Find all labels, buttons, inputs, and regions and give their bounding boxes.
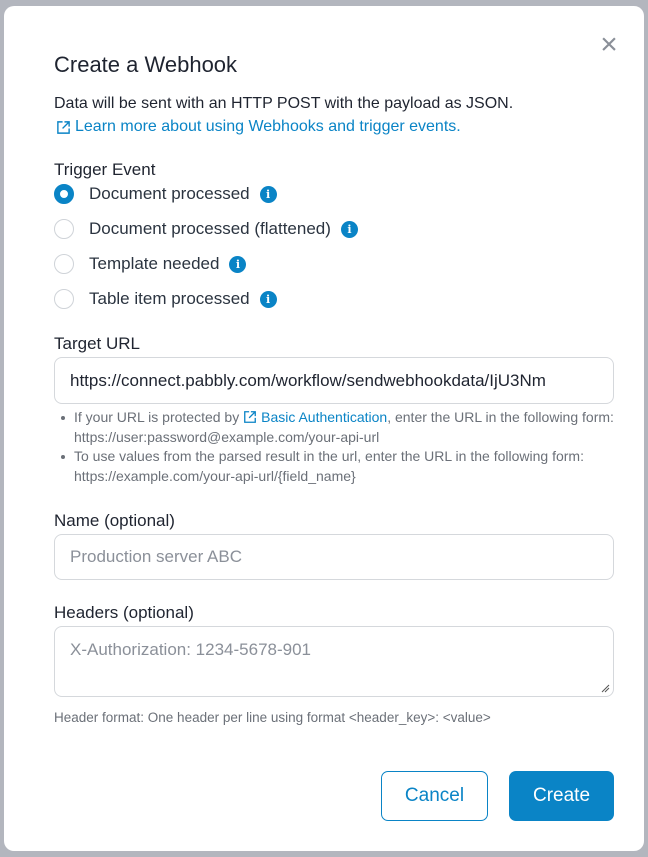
url-help-list: [54, 408, 614, 486]
close-icon[interactable]: ×: [600, 28, 618, 61]
target-url-label: Target URL: [54, 334, 140, 353]
cancel-button[interactable]: Cancel: [381, 771, 488, 821]
radio-document-processed[interactable]: Document processed i: [54, 184, 277, 204]
radio-circle[interactable]: [54, 219, 74, 239]
headers-textarea[interactable]: X-Authorization: 1234-5678-901: [54, 626, 614, 697]
external-link-icon: [56, 120, 71, 135]
resize-handle-icon[interactable]: [601, 684, 610, 693]
radio-circle[interactable]: [54, 289, 74, 309]
create-button[interactable]: Create: [509, 771, 614, 821]
trigger-event-label: Trigger Event: [54, 160, 156, 179]
name-label: Name (optional): [54, 511, 175, 530]
info-icon[interactable]: i: [229, 256, 246, 273]
dialog-title: Create a Webhook: [54, 52, 238, 77]
radio-template-needed[interactable]: Template needed i: [54, 254, 246, 274]
name-input[interactable]: Production server ABC: [54, 534, 614, 580]
radio-document-processed-flattened[interactable]: Document processed (flattened) i: [54, 219, 358, 239]
info-icon[interactable]: i: [341, 221, 358, 238]
headers-label: Headers (optional): [54, 603, 194, 622]
external-link-icon: [243, 410, 257, 424]
radio-table-item-processed[interactable]: Table item processed i: [54, 289, 277, 309]
dialog-description: Data will be sent with an HTTP POST with the payload as JSON.: [54, 95, 514, 112]
create-webhook-dialog: [4, 6, 644, 851]
basic-authentication-link[interactable]: Basic Authentication: [243, 409, 387, 425]
target-url-input[interactable]: https://connect.pabbly.com/workflow/sendwebhookdata/IjU3Nm: [54, 357, 614, 404]
headers-format-hint: Header format: One header per line using format <header_key>: <value>: [54, 710, 491, 725]
help-field-values: To use values from the parsed result in the url, enter the URL in the following form: https://example.com/your-api-url/{field_name}: [54, 447, 614, 486]
info-icon[interactable]: i: [260, 291, 277, 308]
learn-more-link[interactable]: Learn more about using Webhooks and trigger events.: [56, 118, 461, 136]
radio-circle-selected[interactable]: [54, 184, 74, 204]
radio-circle[interactable]: [54, 254, 74, 274]
info-icon[interactable]: i: [260, 186, 277, 203]
help-basic-auth: If your URL is protected by Basic Authentication, enter the URL in the following form: https://user:password@example.com/your-api-url: [54, 408, 614, 447]
